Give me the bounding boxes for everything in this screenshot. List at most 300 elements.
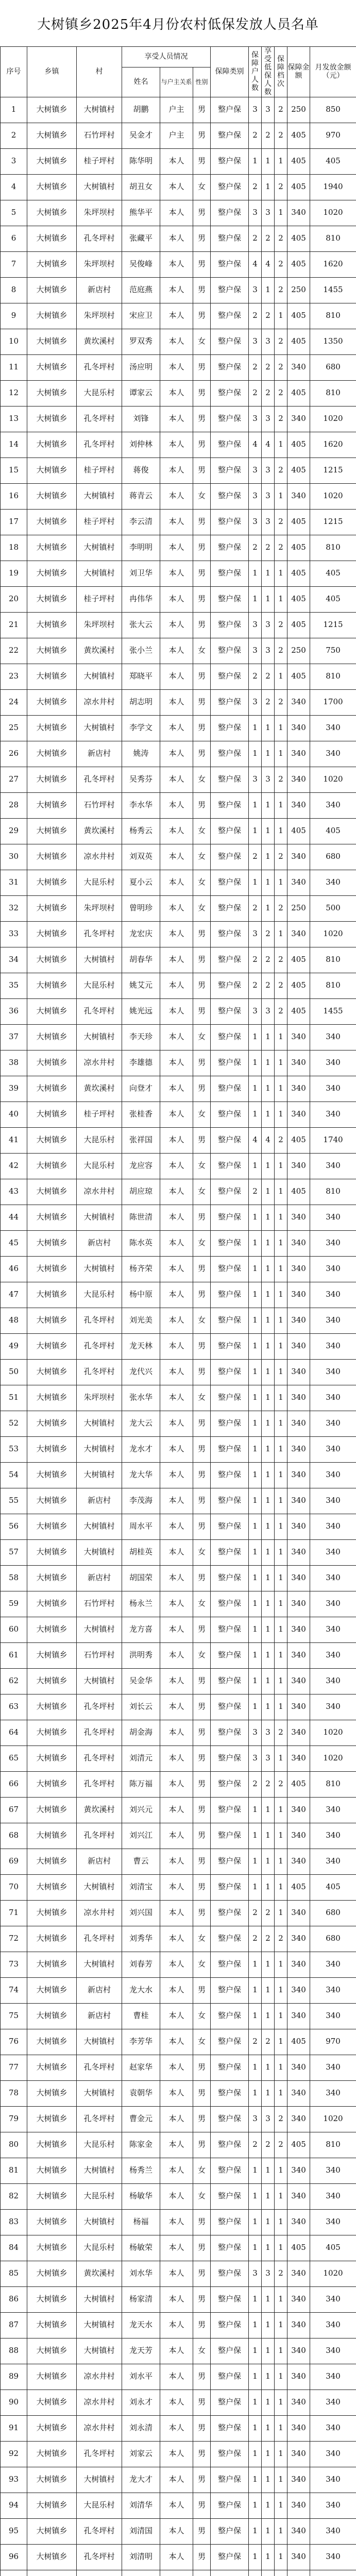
amount-cell: 340 (287, 1282, 310, 1308)
household-size-cell: 1 (249, 1359, 262, 1385)
amount-cell: 340 (287, 2183, 310, 2209)
level-cell: 1 (275, 1024, 287, 1050)
relation-cell: 本人 (160, 1359, 193, 1385)
township-cell: 大树镇乡 (27, 2080, 77, 2106)
amount-cell: 340 (287, 921, 310, 947)
category-cell: 整户保 (211, 1745, 249, 1771)
gender-cell: 男 (193, 97, 211, 123)
amount-cell: 340 (287, 2544, 310, 2570)
relation-cell: 本人 (160, 1720, 193, 1745)
household-size-cell: 1 (249, 2055, 262, 2080)
amount-cell: 405 (287, 329, 310, 354)
name-cell: 胡金海 (122, 1720, 160, 1745)
name-cell: 汤应明 (122, 354, 160, 380)
township-cell: 大树镇乡 (27, 509, 77, 535)
name-cell: 曹金元 (122, 2106, 160, 2132)
household-size-cell: 1 (249, 2415, 262, 2441)
amount-cell: 405 (287, 432, 310, 457)
gender-cell: 男 (193, 1127, 211, 1153)
relation-cell: 本人 (160, 432, 193, 457)
household-size-cell: 1 (249, 586, 262, 612)
township-cell: 大树镇乡 (27, 2467, 77, 2493)
table-row (1, 998, 356, 1024)
table-row (1, 1797, 356, 1823)
village-cell: 大树镇村 (77, 1668, 122, 1694)
table-row (1, 1771, 356, 1797)
relation-cell: 本人 (160, 483, 193, 509)
amount-cell: 405 (287, 1179, 310, 1205)
aid-count-cell: 2 (262, 2029, 275, 2055)
village-cell: 孔冬坪村 (77, 406, 122, 432)
household-size-cell: 1 (249, 1514, 262, 1539)
aid-count-cell: 1 (262, 1205, 275, 1230)
household-size-cell: 1 (249, 1591, 262, 1617)
township-cell: 大树镇乡 (27, 2235, 77, 2261)
gender-cell: 男 (193, 664, 211, 689)
monthly-total-cell: 340 (310, 1333, 356, 1359)
monthly-total-cell: 810 (310, 947, 356, 973)
seq-cell: 52 (1, 1411, 27, 1436)
amount-cell: 405 (287, 1771, 310, 1797)
category-cell: 整户保 (211, 2055, 249, 2080)
category-cell: 整户保 (211, 1050, 249, 1076)
level-cell: 2 (275, 998, 287, 1024)
level-cell: 1 (275, 741, 287, 767)
name-cell: 张水华 (122, 1385, 160, 1411)
village-cell: 石竹坪村 (77, 123, 122, 148)
aid-count-cell: 1 (262, 2183, 275, 2209)
village-cell: 大昆乐村 (77, 2493, 122, 2518)
amount-cell: 340 (287, 2518, 310, 2544)
relation-cell: 本人 (160, 457, 193, 483)
document-title: 大树镇乡2025年4月份农村低保发放人员名单 (37, 16, 319, 32)
aid-count-cell: 1 (262, 1694, 275, 1720)
level-cell: 1 (275, 1359, 287, 1385)
monthly-total-cell: 340 (310, 2286, 356, 2312)
relation-cell: 本人 (160, 2544, 193, 2570)
aid-count-cell: 1 (262, 1385, 275, 1411)
seq-cell: 86 (1, 2286, 27, 2312)
aid-count-cell: 1 (262, 2312, 275, 2338)
gender-cell: 女 (193, 1153, 211, 1179)
level-cell: 2 (275, 226, 287, 251)
relation-cell: 本人 (160, 1462, 193, 1488)
village-cell: 大树镇村 (77, 947, 122, 973)
amount-cell: 340 (287, 1565, 310, 1591)
relation-cell: 本人 (160, 1076, 193, 1101)
township-cell: 大树镇乡 (27, 277, 77, 303)
category-cell: 整户保 (211, 1153, 249, 1179)
village-cell: 黄坎溪村 (77, 2261, 122, 2286)
township-cell: 大树镇乡 (27, 1282, 77, 1308)
gender-cell: 女 (193, 1952, 211, 1977)
level-cell: 1 (275, 1411, 287, 1436)
seq-cell: 85 (1, 2261, 27, 2286)
amount-cell: 340 (287, 1205, 310, 1230)
seq-cell: 15 (1, 457, 27, 483)
header-seq: 序号 (1, 47, 27, 97)
level-cell: 1 (275, 1823, 287, 1849)
township-cell: 大树镇乡 (27, 148, 77, 174)
name-cell: 杨家清 (122, 2286, 160, 2312)
gender-cell: 男 (193, 2467, 211, 2493)
relation-cell: 本人 (160, 2493, 193, 2518)
table-row (1, 844, 356, 870)
amount-cell: 405 (287, 2029, 310, 2055)
township-cell: 大树镇乡 (27, 1385, 77, 1411)
category-cell: 整户保 (211, 921, 249, 947)
seq-cell: 88 (1, 2338, 27, 2364)
monthly-total-cell: 1940 (310, 174, 356, 200)
header-relation: 与户主关系 (160, 67, 193, 97)
table-row (1, 1642, 356, 1668)
household-size-cell: 1 (249, 2158, 262, 2183)
gender-cell: 女 (193, 1230, 211, 1256)
level-cell: 1 (275, 2441, 287, 2467)
level-cell: 1 (275, 2467, 287, 2493)
table-row (1, 432, 356, 457)
amount-cell: 340 (287, 1436, 310, 1462)
name-cell: 张大云 (122, 612, 160, 638)
level-cell: 2 (275, 535, 287, 561)
relation-cell: 本人 (160, 947, 193, 973)
level-cell: 1 (275, 1436, 287, 1462)
village-cell: 大昆乐村 (77, 2132, 122, 2158)
relation-cell: 本人 (160, 2286, 193, 2312)
gender-cell: 男 (193, 303, 211, 329)
relation-cell: 本人 (160, 1179, 193, 1205)
name-cell: 刘永清 (122, 2415, 160, 2441)
gender-cell: 男 (193, 1282, 211, 1308)
township-cell: 大树镇乡 (27, 1256, 77, 1282)
gender-cell: 男 (193, 1849, 211, 1874)
category-cell: 整户保 (211, 1385, 249, 1411)
township-cell: 大树镇乡 (27, 457, 77, 483)
township-cell: 大树镇乡 (27, 1900, 77, 1926)
table-row (1, 921, 356, 947)
name-cell: 杨永兰 (122, 1591, 160, 1617)
name-cell: 杨福 (122, 2209, 160, 2235)
household-size-cell: 2 (249, 947, 262, 973)
category-cell: 整户保 (211, 1668, 249, 1694)
monthly-total-cell: 405 (310, 2235, 356, 2261)
township-cell: 大树镇乡 (27, 432, 77, 457)
name-cell: 龙水才 (122, 1436, 160, 1462)
seq-cell: 58 (1, 1565, 27, 1591)
gender-cell: 男 (193, 535, 211, 561)
category-cell: 整户保 (211, 638, 249, 664)
header-amount: 保障金额 (287, 47, 310, 97)
village-cell: 大树镇村 (77, 1539, 122, 1565)
household-size-cell: 1 (249, 1282, 262, 1308)
name-cell: 周水平 (122, 1514, 160, 1539)
table-row (1, 586, 356, 612)
monthly-total-cell: 1020 (310, 921, 356, 947)
amount-cell: 340 (287, 870, 310, 895)
relation-cell: 本人 (160, 509, 193, 535)
category-cell: 整户保 (211, 1514, 249, 1539)
name-cell: 刘双英 (122, 844, 160, 870)
table-row (1, 2261, 356, 2286)
level-cell: 1 (275, 792, 287, 818)
village-cell: 凉水井村 (77, 2364, 122, 2389)
household-size-cell: 1 (249, 1101, 262, 1127)
level-cell: 1 (275, 1076, 287, 1101)
relation-cell: 本人 (160, 1874, 193, 1900)
seq-cell: 3 (1, 148, 27, 174)
level-cell: 2 (275, 354, 287, 380)
relation-cell: 本人 (160, 1205, 193, 1230)
village-cell: 桂子坪村 (77, 586, 122, 612)
seq-cell: 44 (1, 1205, 27, 1230)
name-cell: 龙大水 (122, 1977, 160, 2003)
seq-cell: 35 (1, 973, 27, 998)
category-cell: 整户保 (211, 1617, 249, 1642)
amount-cell: 340 (287, 1745, 310, 1771)
aid-count-cell: 3 (262, 638, 275, 664)
aid-count-cell: 4 (262, 251, 275, 277)
monthly-total-cell: 970 (310, 2029, 356, 2055)
name-cell: 范庭燕 (122, 277, 160, 303)
name-cell: 陈华明 (122, 148, 160, 174)
table-row (1, 483, 356, 509)
amount-cell: 405 (287, 973, 310, 998)
gender-cell: 男 (193, 2415, 211, 2441)
name-cell: 姚光远 (122, 998, 160, 1024)
amount-cell: 340 (287, 1952, 310, 1977)
gender-cell: 男 (193, 1694, 211, 1720)
level-cell: 2 (275, 844, 287, 870)
amount-cell: 340 (287, 1153, 310, 1179)
relation-cell: 本人 (160, 741, 193, 767)
seq-cell: 46 (1, 1256, 27, 1282)
category-cell: 整户保 (211, 561, 249, 586)
seq-cell: 68 (1, 1823, 27, 1849)
gender-cell: 男 (193, 2235, 211, 2261)
level-cell: 1 (275, 2338, 287, 2364)
level-cell: 2 (275, 2132, 287, 2158)
household-size-cell: 3 (249, 1745, 262, 1771)
aid-count-cell: 1 (262, 2286, 275, 2312)
monthly-total-cell: 340 (310, 1565, 356, 1591)
amount-cell: 340 (287, 1591, 310, 1617)
seq-cell: 74 (1, 1977, 27, 2003)
relation-cell: 本人 (160, 818, 193, 844)
village-cell: 朱坪坝村 (77, 251, 122, 277)
roster-table (0, 46, 356, 2576)
seq-cell: 70 (1, 1874, 27, 1900)
gender-cell: 男 (193, 1797, 211, 1823)
name-cell: 龙天林 (122, 1333, 160, 1359)
table-row (1, 664, 356, 689)
aid-count-cell: 2 (262, 1926, 275, 1952)
table-row (1, 1101, 356, 1127)
relation-cell (160, 2570, 193, 2576)
level-cell: 1 (275, 1488, 287, 1514)
name-cell: 龙天芳 (122, 2338, 160, 2364)
header-household-size: 保障户人数 (249, 47, 262, 97)
household-size-cell: 1 (249, 2235, 262, 2261)
gender-cell: 男 (193, 2493, 211, 2518)
township-cell: 大树镇乡 (27, 1745, 77, 1771)
township-cell: 大树镇乡 (27, 226, 77, 251)
table-row (1, 2132, 356, 2158)
seq-cell: 9 (1, 303, 27, 329)
township-cell: 大树镇乡 (27, 1642, 77, 1668)
gender-cell: 男 (193, 2132, 211, 2158)
aid-count-cell: 1 (262, 715, 275, 741)
level-cell: 1 (275, 1565, 287, 1591)
name-cell: 刘兴江 (122, 1823, 160, 1849)
aid-count-cell: 3 (262, 329, 275, 354)
aid-count-cell: 1 (262, 1977, 275, 2003)
monthly-total-cell: 810 (310, 1179, 356, 1205)
household-size-cell: 3 (249, 509, 262, 535)
name-cell: 陈世清 (122, 1205, 160, 1230)
village-cell: 大昆乐村 (77, 1153, 122, 1179)
name-cell: 杨敏华 (122, 2183, 160, 2209)
table-row (1, 200, 356, 226)
name-cell: 姚艾元 (122, 973, 160, 998)
seq-cell: 14 (1, 432, 27, 457)
level-cell: 2 (275, 380, 287, 406)
table-row (1, 2286, 356, 2312)
category-cell: 整户保 (211, 2158, 249, 2183)
monthly-total-cell: 1740 (310, 1127, 356, 1153)
township-cell: 大树镇乡 (27, 1179, 77, 1205)
township-cell: 大树镇乡 (27, 1127, 77, 1153)
relation-cell: 本人 (160, 2415, 193, 2441)
category-cell: 整户保 (211, 2312, 249, 2338)
village-cell: 桂子坪村 (77, 509, 122, 535)
table-row (1, 1436, 356, 1462)
seq-cell: 19 (1, 561, 27, 586)
township-cell: 大树镇乡 (27, 1205, 77, 1230)
seq-cell: 79 (1, 2106, 27, 2132)
gender-cell: 女 (193, 1642, 211, 1668)
seq-cell: 41 (1, 1127, 27, 1153)
category-cell: 整户保 (211, 870, 249, 895)
table-row (1, 2235, 356, 2261)
gender-cell: 男 (193, 380, 211, 406)
amount-cell: 405 (287, 148, 310, 174)
township-cell: 大树镇乡 (27, 1488, 77, 1514)
category-cell: 整户保 (211, 226, 249, 251)
category-cell: 整户保 (211, 1874, 249, 1900)
relation-cell: 本人 (160, 226, 193, 251)
relation-cell: 本人 (160, 1668, 193, 1694)
table-row (1, 1205, 356, 1230)
village-cell: 孔冬坪村 (77, 1694, 122, 1720)
township-cell: 大树镇乡 (27, 1024, 77, 1050)
amount-cell: 340 (287, 1900, 310, 1926)
monthly-total-cell: 1020 (310, 406, 356, 432)
level-cell: 2 (275, 1771, 287, 1797)
category-cell (211, 2570, 249, 2576)
township-cell: 大树镇乡 (27, 818, 77, 844)
seq-cell: 20 (1, 586, 27, 612)
relation-cell: 本人 (160, 200, 193, 226)
amount-cell: 340 (287, 2312, 310, 2338)
aid-count-cell: 3 (262, 509, 275, 535)
seq-cell: 78 (1, 2080, 27, 2106)
monthly-total-cell: 340 (310, 2467, 356, 2493)
name-cell: 熊华平 (122, 200, 160, 226)
relation-cell: 本人 (160, 2467, 193, 2493)
level-cell: 2 (275, 947, 287, 973)
monthly-total-cell: 340 (310, 2441, 356, 2467)
seq-cell: 80 (1, 2132, 27, 2158)
monthly-total-cell: 750 (310, 638, 356, 664)
level-cell: 1 (275, 2029, 287, 2055)
table-row (1, 1282, 356, 1308)
aid-count-cell: 2 (262, 303, 275, 329)
level-cell: 1 (275, 483, 287, 509)
monthly-total-cell: 810 (310, 303, 356, 329)
amount-cell: 340 (287, 767, 310, 792)
monthly-total-cell: 340 (310, 1694, 356, 1720)
table-row (1, 251, 356, 277)
name-cell: 龙天水 (122, 2312, 160, 2338)
gender-cell: 女 (193, 329, 211, 354)
gender-cell: 女 (193, 638, 211, 664)
name-cell: 李云清 (122, 509, 160, 535)
village-cell: 大昆乐村 (77, 1127, 122, 1153)
amount-cell: 340 (287, 1385, 310, 1411)
aid-count-cell: 1 (262, 1153, 275, 1179)
seq-cell (1, 2570, 27, 2576)
relation-cell: 本人 (160, 767, 193, 792)
category-cell: 整户保 (211, 1230, 249, 1256)
village-cell: 朱坪坝村 (77, 200, 122, 226)
table-row (1, 1977, 356, 2003)
monthly-total-cell: 850 (310, 97, 356, 123)
township-cell: 大树镇乡 (27, 561, 77, 586)
village-cell: 大树镇村 (77, 2338, 122, 2364)
household-size-cell: 1 (249, 818, 262, 844)
level-cell: 1 (275, 1591, 287, 1617)
level-cell: 2 (275, 123, 287, 148)
level-cell: 1 (275, 1668, 287, 1694)
name-cell: 龙代兴 (122, 1359, 160, 1385)
amount-cell: 340 (287, 2415, 310, 2441)
name-cell: 龙方喜 (122, 1617, 160, 1642)
township-cell: 大树镇乡 (27, 1101, 77, 1127)
household-size-cell: 1 (249, 715, 262, 741)
gender-cell: 女 (193, 483, 211, 509)
category-cell: 整户保 (211, 535, 249, 561)
level-cell: 1 (275, 303, 287, 329)
monthly-total-cell: 340 (310, 2158, 356, 2183)
relation-cell: 本人 (160, 2235, 193, 2261)
township-cell: 大树镇乡 (27, 1617, 77, 1642)
monthly-total-cell: 340 (310, 2415, 356, 2441)
category-cell: 整户保 (211, 2286, 249, 2312)
category-cell: 整户保 (211, 767, 249, 792)
village-cell: 大树镇村 (77, 1514, 122, 1539)
table-row (1, 1153, 356, 1179)
name-cell: 刘仲林 (122, 432, 160, 457)
amount-cell: 405 (287, 2132, 310, 2158)
table-row (1, 406, 356, 432)
aid-count-cell: 3 (262, 200, 275, 226)
monthly-total-cell: 405 (310, 148, 356, 174)
monthly-total-cell: 340 (310, 1642, 356, 1668)
monthly-total-cell: 1620 (310, 432, 356, 457)
amount-cell: 340 (287, 406, 310, 432)
village-cell: 孔冬坪村 (77, 354, 122, 380)
aid-count-cell: 1 (262, 1462, 275, 1488)
